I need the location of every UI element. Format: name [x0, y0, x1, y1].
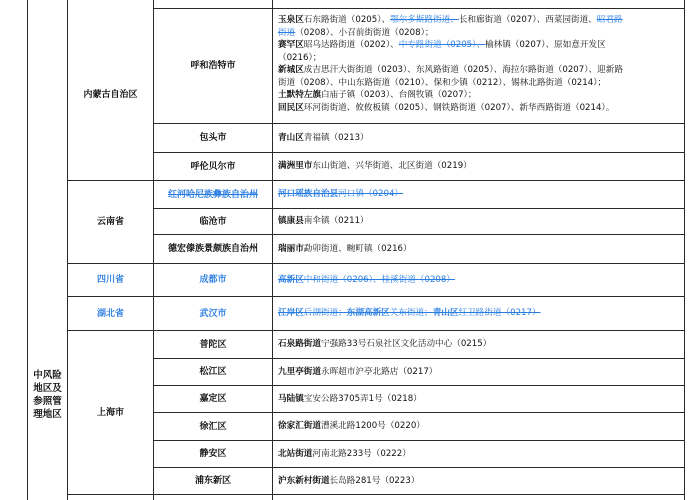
district-label: 松江区	[199, 367, 227, 377]
detail-text: 街道	[278, 27, 296, 38]
detail-text: 后湖街道；	[303, 308, 347, 318]
category-label: 中风险地区及参照管理地区	[33, 370, 62, 420]
detail-text: 赛罕区	[278, 40, 304, 50]
detail-text: 宝安公路3705弄1号（0218）	[303, 394, 422, 404]
detail-text: 勐卯街道、畹町镇（0216）	[303, 244, 412, 254]
city-hohhot	[154, 9, 272, 123]
detail-text: 石泉路街道	[278, 339, 321, 349]
detail-line	[278, 14, 680, 27]
detail-text: 红卫路街道（0217）	[458, 308, 541, 318]
district-cell	[154, 413, 272, 440]
detail-text: 青山区	[432, 308, 459, 318]
detail-text: 满洲里市	[278, 161, 313, 171]
detail-text: 中专路街道（0205）、	[398, 40, 486, 50]
province-inner-mongolia	[68, 9, 153, 180]
city-label: 临沧市	[199, 216, 227, 227]
table-border-right	[684, 0, 685, 500]
detail-text: 东湖高新区	[346, 308, 390, 318]
city-label: 武汉市	[199, 308, 227, 319]
province-label: 云南省	[96, 217, 124, 227]
detail-text: 河口镇（0204）	[338, 189, 404, 199]
detail-line	[278, 420, 680, 433]
district-cell	[154, 359, 272, 385]
detail-text: 南伞镇（0211）	[303, 216, 369, 226]
district-label: 静安区	[199, 449, 227, 459]
detail-text: 榆林镇（0207）、原如意开发区	[485, 40, 606, 50]
detail-line	[278, 243, 680, 256]
detail-text: 马陆镇	[278, 394, 304, 404]
detail-line	[278, 475, 680, 488]
district-cell	[154, 331, 272, 358]
city-chengdu	[154, 264, 272, 296]
detail-text: 东山街道、兴华街道、北区街道（0219）	[312, 161, 472, 171]
detail-pudong	[276, 475, 682, 488]
detail-line	[278, 89, 680, 102]
detail-line	[278, 366, 680, 379]
detail-text: 环河街街道、攸攸板镇（0205）、钢铁路街道（0207）、新华西路街道（0214）。	[303, 102, 615, 113]
detail-chengdu	[276, 274, 682, 287]
detail-text: 长和廊街道（0207）、西菜园街道、	[458, 15, 597, 25]
city-label: 德宏傣族景颇族自治州	[167, 244, 258, 254]
detail-line	[278, 27, 680, 40]
district-label: 浦东新区	[194, 476, 231, 486]
city-baotou	[154, 124, 272, 152]
detail-line	[278, 160, 680, 173]
detail-text: 九里亭街道	[278, 367, 321, 377]
detail-text: 鄂尔多斯路街道、	[390, 15, 459, 25]
detail-xuhui	[276, 420, 682, 433]
detail-hulunbuir	[276, 160, 682, 173]
district-cell	[154, 468, 272, 494]
province-sichuan	[68, 264, 153, 296]
table-divider-city	[272, 0, 273, 500]
detail-line	[278, 77, 680, 90]
row-line	[68, 494, 685, 495]
detail-jiading	[276, 393, 682, 406]
province-label: 内蒙古自治区	[83, 89, 138, 100]
detail-line	[278, 274, 680, 287]
detail-text: 宁强路33号石泉社区文化活动中心（0215）	[320, 339, 492, 349]
detail-text: 成吉思汗大街街道（0203）、东风路街道（0205）、海拉尔路街道（0207）、迎新路	[303, 65, 623, 75]
city-label: 呼伦贝尔市	[190, 161, 236, 172]
detail-text: 玉泉区	[278, 15, 304, 25]
province-label: 四川省	[96, 275, 124, 285]
detail-text: 河南北路233号（0222）	[312, 449, 411, 459]
detail-text: 白庙子镇（0203）、台阁牧镇（0207）；	[320, 90, 477, 100]
district-label: 普陀区	[199, 339, 227, 350]
city-label: 包头市	[199, 133, 227, 143]
district-cell	[154, 386, 272, 412]
detail-text: 徐家汇街道	[278, 421, 321, 431]
detail-line	[278, 307, 680, 320]
province-label: 上海市	[96, 407, 124, 418]
city-label: 红河哈尼族彝族自治州	[167, 189, 258, 200]
detail-text: 青山区	[278, 133, 304, 143]
detail-line	[278, 52, 680, 65]
city-label: 呼和浩特市	[190, 61, 236, 71]
province-yunnan	[68, 181, 153, 263]
detail-line	[278, 338, 680, 351]
city-hulunbuir	[154, 153, 272, 180]
detail-text: （0208）、小召前街街道（0208）；	[295, 27, 434, 38]
detail-text: 石东路街道（0205）、	[303, 15, 391, 25]
detail-text: 瑞丽市	[278, 244, 304, 254]
detail-text: 沪东新村街道	[278, 476, 330, 486]
city-lincang	[154, 209, 272, 234]
detail-text: 土默特左旗	[278, 90, 321, 100]
detail-line	[278, 215, 680, 228]
detail-text: （0216）；	[278, 52, 322, 63]
city-honghe	[154, 181, 272, 208]
district-label: 徐汇区	[199, 421, 227, 432]
detail-hohhot	[276, 14, 682, 114]
detail-line	[278, 64, 680, 77]
detail-wuhan	[276, 307, 682, 320]
city-wuhan	[154, 297, 272, 330]
detail-line	[278, 39, 680, 52]
detail-text: 青福镇（0213）	[303, 133, 369, 143]
detail-line	[278, 448, 680, 461]
city-label: 成都市	[199, 275, 227, 285]
detail-text: 昭君路	[596, 15, 623, 25]
city-dehong	[154, 235, 272, 263]
detail-lincang	[276, 215, 682, 228]
detail-songjiang	[276, 366, 682, 379]
detail-jingan	[276, 448, 682, 461]
detail-text: 江岸区	[278, 308, 304, 318]
detail-line	[278, 102, 680, 115]
detail-text: 回民区	[278, 102, 304, 113]
detail-putuo	[276, 338, 682, 351]
detail-text: 镇康县	[278, 216, 304, 226]
detail-line	[278, 132, 680, 145]
detail-text: 永晖超市沪亭北路店（0217）	[320, 367, 438, 377]
district-cell	[154, 441, 272, 467]
district-label: 嘉定区	[199, 394, 227, 404]
detail-text: 漕溪北路1200号（0220）	[320, 421, 425, 431]
detail-text: 河口瑶族自治县	[278, 189, 339, 199]
detail-text: 中和街道（0206）、桂溪街道（0208）	[303, 275, 455, 285]
detail-line	[278, 393, 680, 406]
detail-text: 街道（0208）、中山东路街道（0210）、保和少镇（0212）、锡林北路街道（0214）；	[278, 77, 607, 88]
province-hubei	[68, 297, 153, 330]
category-cell	[28, 360, 67, 430]
detail-text: 长岛路281号（0223）	[329, 476, 420, 486]
detail-text: 关东街道；	[389, 308, 433, 318]
province-label: 湖北省	[96, 308, 124, 319]
province-shanghai	[68, 331, 153, 494]
detail-dehong	[276, 243, 682, 256]
detail-text: 高新区	[278, 275, 304, 285]
detail-honghe	[276, 188, 682, 201]
detail-line	[278, 188, 680, 201]
detail-text: 昭乌达路街道（0202）、	[303, 40, 399, 50]
detail-baotou	[276, 132, 682, 145]
detail-text: 北站街道	[278, 449, 313, 459]
detail-text: 新城区	[278, 65, 304, 75]
